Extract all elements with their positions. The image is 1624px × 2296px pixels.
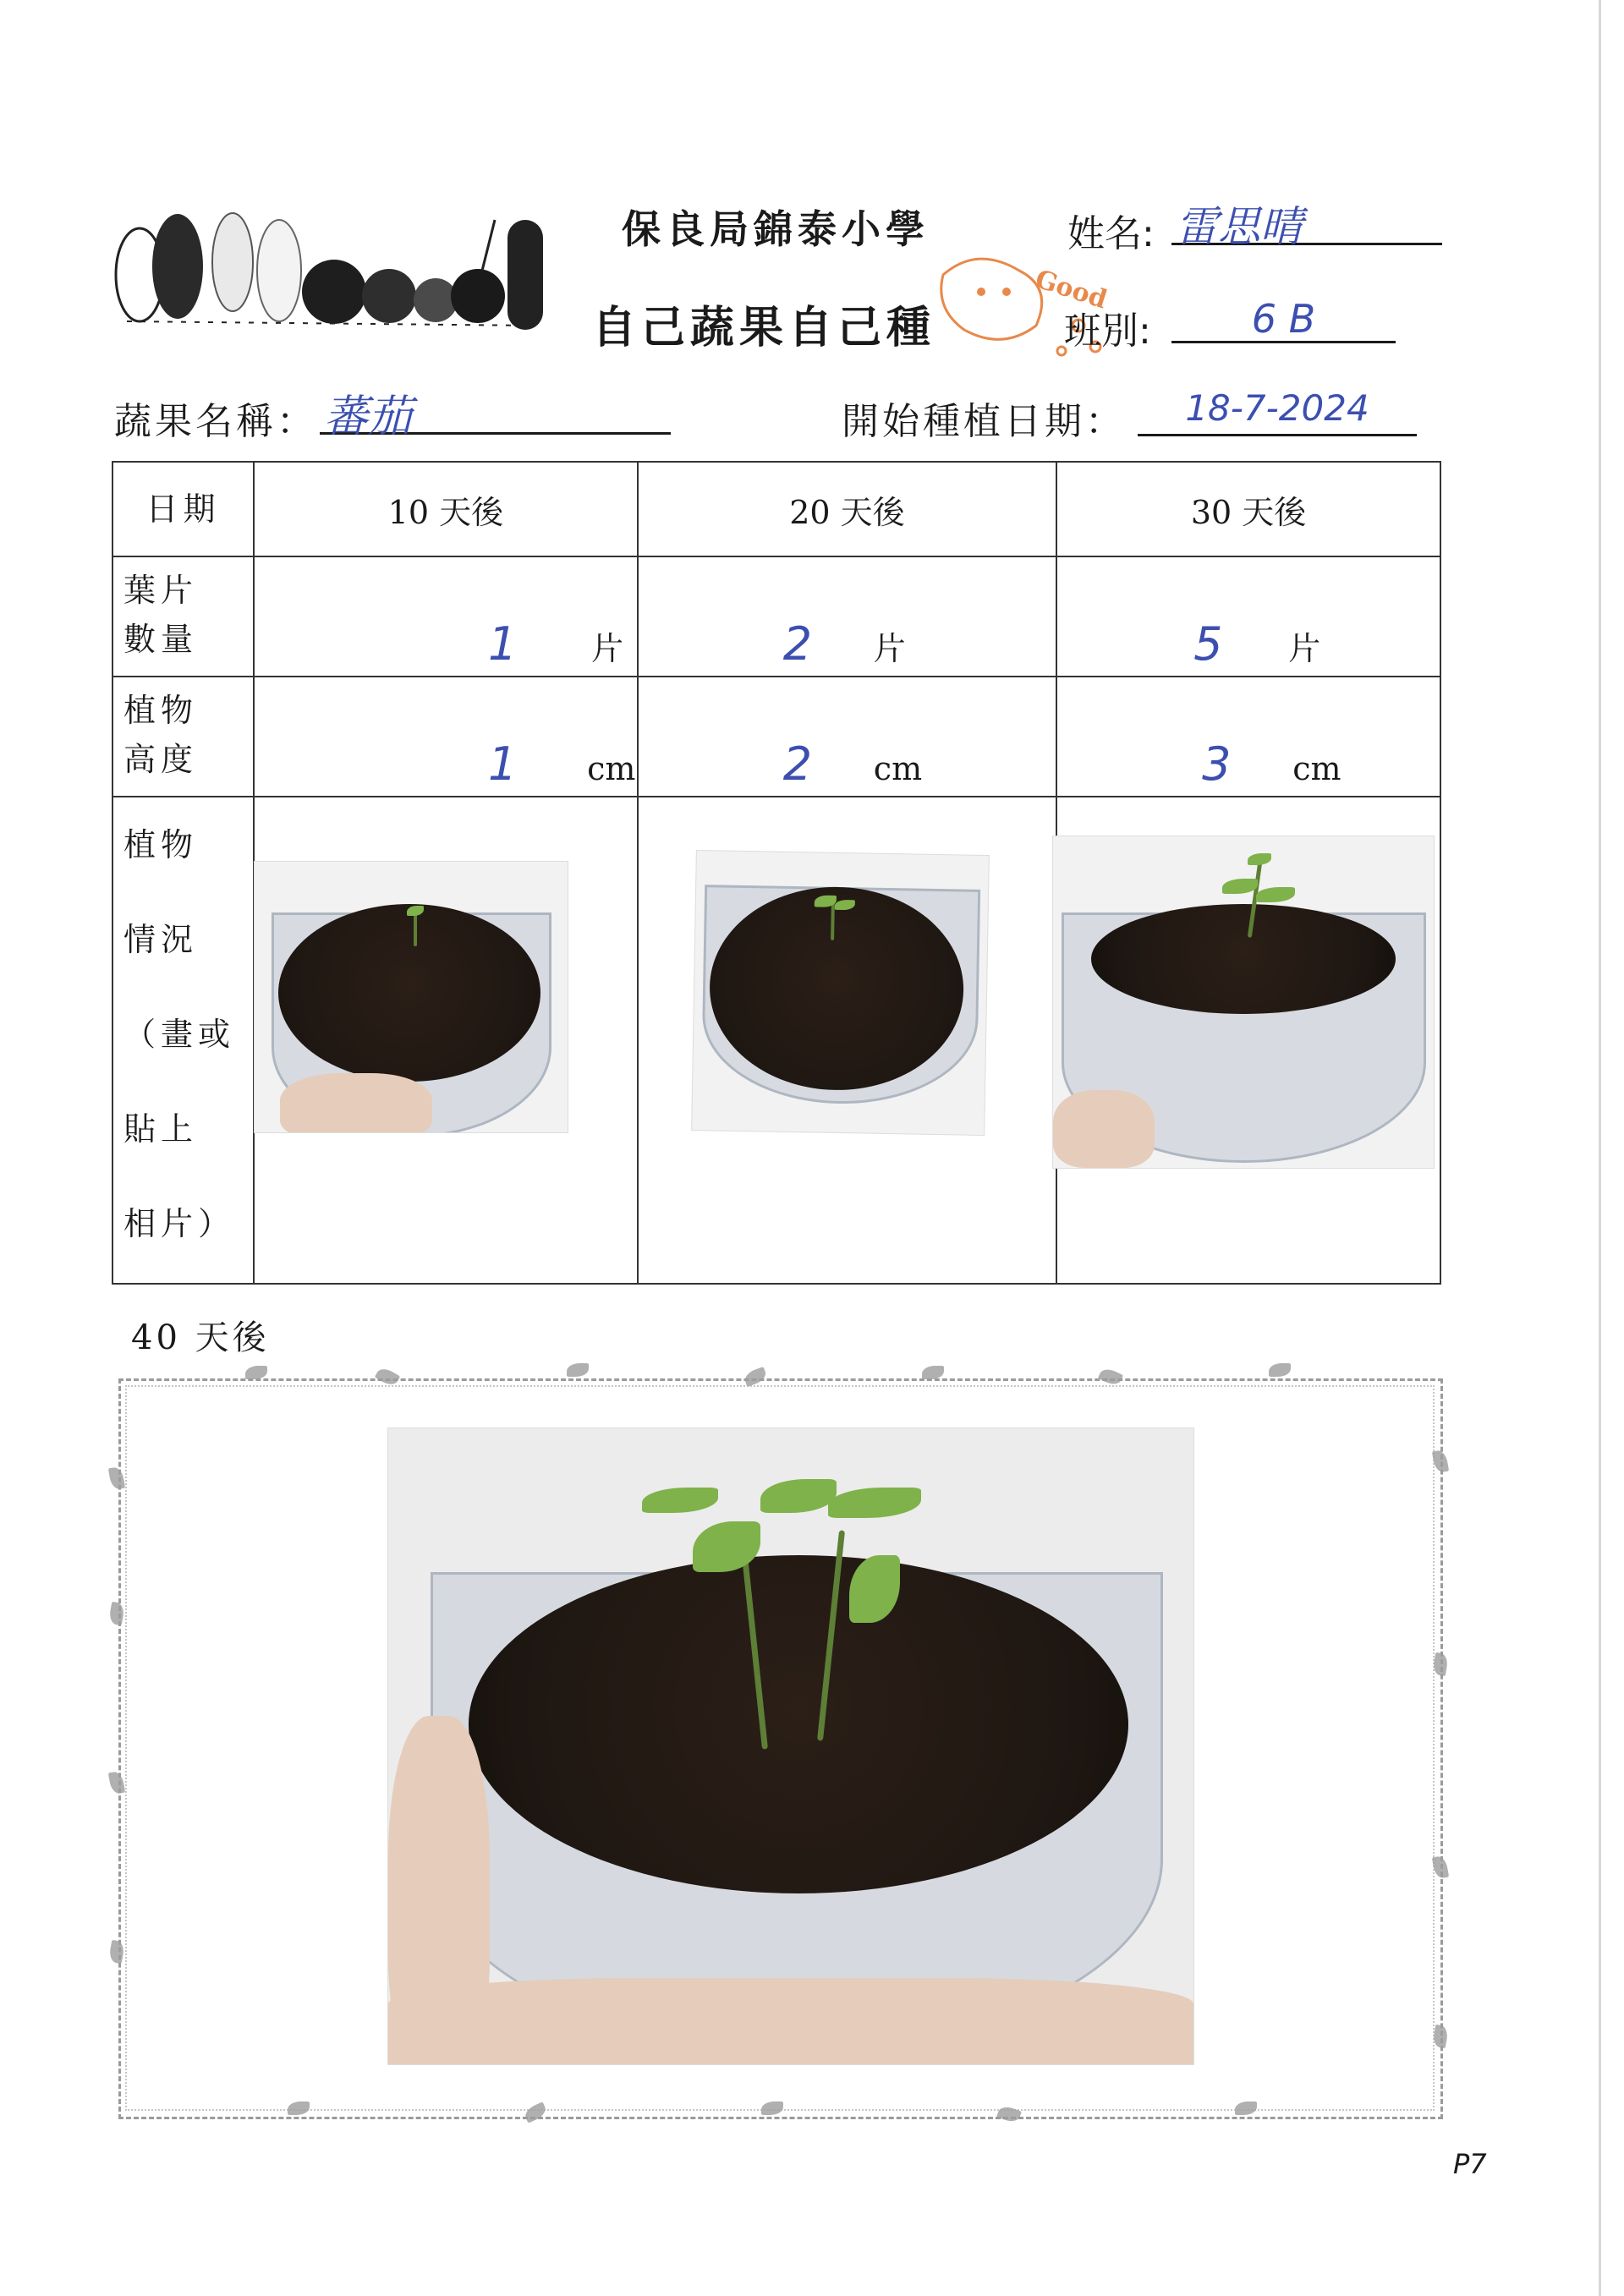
good-stamp-text: Good [1031, 264, 1111, 315]
vegetable-name-label: 蔬果名稱： [114, 400, 317, 443]
seedling-leaf-icon [828, 1488, 921, 1518]
plant-height-value: 1 [488, 737, 518, 791]
leaf-count-cell [254, 556, 638, 677]
column-header-label: 30 天後 [1190, 493, 1307, 531]
seedling-leaf-icon [1222, 879, 1258, 894]
plant-photo-10-days [254, 861, 568, 1133]
column-header-30-days [1056, 462, 1440, 556]
plant-photo-40-days [387, 1427, 1194, 2065]
plant-height-value: 2 [782, 737, 813, 791]
vine-leaf-icon [1269, 1363, 1291, 1377]
condition-label-line: 貼上 [123, 1110, 199, 1148]
plant-condition-label-cell [112, 797, 254, 1284]
name-label: 姓名: [1067, 212, 1155, 255]
vegetable-name-value: 蕃茄 [320, 381, 671, 435]
scan-edge-line [1599, 0, 1601, 2296]
seedling-leaf-icon [760, 1479, 837, 1513]
plant-height-value: 3 [1202, 737, 1232, 791]
veggie-characters-illustration [110, 182, 567, 338]
plant-height-cell [254, 677, 638, 797]
seedling-leaf-icon [1256, 887, 1295, 902]
veggie-characters-icon [110, 182, 567, 338]
vine-leaf-icon [922, 1366, 944, 1379]
condition-label-line: 情況 [123, 921, 199, 958]
leaf-unit: 片 [1288, 630, 1321, 667]
leaf-count-value: 2 [782, 617, 813, 671]
day-40-label: 40 天後 [131, 1318, 270, 1357]
plant-photo-20-days [691, 850, 990, 1136]
soil-shape [278, 904, 540, 1082]
plant-photo-30-days [1052, 836, 1435, 1169]
column-header-10-days [254, 462, 638, 556]
leaf-count-label-cell [112, 556, 254, 677]
condition-label-line: （畫或 [123, 1016, 236, 1053]
height-label-line1: 植物 [123, 692, 199, 729]
seedling-leaf-icon [642, 1488, 718, 1513]
leaf-count-row [112, 556, 1440, 677]
plant-height-row [112, 677, 1440, 797]
name-value: 雷思晴 [1171, 193, 1442, 245]
class-label: 班別: [1064, 310, 1151, 353]
column-header-20-days [638, 462, 1056, 556]
date-label: 日期 [145, 490, 221, 528]
height-unit: cm [873, 750, 923, 787]
project-title: 自己蔬果自己種 [592, 303, 936, 353]
column-header-label: 10 天後 [387, 493, 504, 531]
vine-leaf-icon [567, 1363, 589, 1377]
soil-shape [469, 1555, 1128, 1893]
leaf-count-cell [1056, 556, 1440, 677]
class-value: 6 B [1171, 296, 1396, 343]
height-unit: cm [587, 750, 636, 787]
school-name: 保良局錦泰小學 [622, 206, 930, 252]
page-number: P7 [1453, 2148, 1487, 2180]
start-date-label: 開始種植日期： [842, 400, 1126, 443]
hand-shape [388, 1978, 1193, 2064]
leaf-count-value: 1 [488, 617, 518, 671]
date-label-cell [112, 462, 254, 556]
height-label-line2: 高度 [123, 741, 199, 778]
hand-shape [280, 1073, 432, 1133]
plant-height-label-cell [112, 677, 254, 797]
table-header-row [112, 462, 1440, 556]
condition-label-line: 植物 [123, 826, 199, 863]
leaf-label-line2: 數量 [123, 621, 199, 658]
vine-leaf-icon [245, 1366, 267, 1379]
plant-height-cell [1056, 677, 1440, 797]
plant-height-cell [638, 677, 1056, 797]
leaf-label-line1: 葉片 [123, 572, 199, 609]
leaf-count-value: 5 [1193, 617, 1223, 671]
sprout-stem [414, 914, 417, 946]
column-header-label: 20 天後 [789, 493, 905, 531]
start-date-value: 18-7-2024 [1138, 387, 1417, 436]
leaf-unit: 片 [873, 630, 906, 667]
seedling-leaf-icon [1248, 853, 1271, 865]
condition-label-line: 相片） [123, 1205, 236, 1242]
height-unit: cm [1292, 750, 1341, 787]
leaf-count-cell [638, 556, 1056, 677]
soil-shape [1091, 904, 1396, 1014]
leaf-unit: 片 [591, 630, 624, 667]
hand-shape [1053, 1090, 1155, 1168]
